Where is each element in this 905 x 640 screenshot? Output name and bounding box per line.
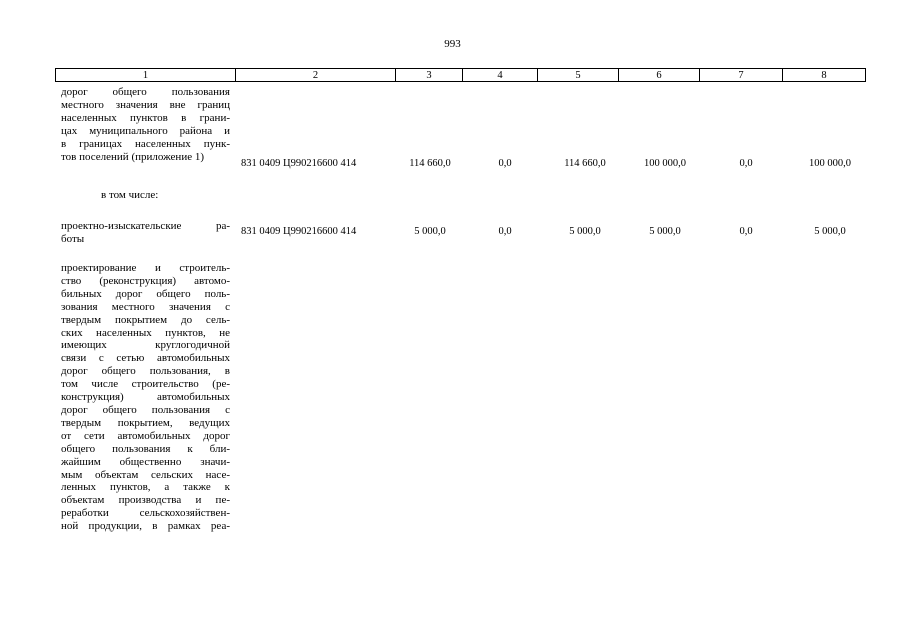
- text-line: дорог общего пользования, в: [61, 365, 230, 378]
- row-1-col-8: 100 000,0: [809, 158, 851, 169]
- text-line: бильных дорог общего поль-: [61, 287, 230, 300]
- row-3-col-7: 0,0: [739, 226, 753, 237]
- column-header-7: 7: [699, 68, 783, 82]
- text-line: жайшим общественно значи-: [61, 455, 230, 468]
- text-line: в границах населенных пунк-: [61, 137, 230, 150]
- row-3-col-3: 5 000,0: [414, 226, 446, 237]
- text-line: том числе строительство (ре-: [61, 378, 230, 391]
- column-header-6: 6: [618, 68, 700, 82]
- row-4-description: [61, 262, 230, 533]
- subsection-label: в том числе:: [101, 189, 159, 201]
- table-header-row: [55, 68, 866, 82]
- column-header-8: 8: [782, 68, 866, 82]
- column-header-4: 4: [462, 68, 538, 82]
- text-line: боты: [61, 232, 85, 245]
- text-line: твердым покрытием до сель-: [61, 313, 230, 326]
- text-line: ной продукции, в рамках реа-: [61, 520, 230, 533]
- row-3-col-5: 5 000,0: [569, 226, 601, 237]
- text-line: твердым покрытием, ведущих: [61, 416, 230, 429]
- text-line: связи с сетью автомобильных: [61, 352, 230, 365]
- text-line: местного значения вне границ: [61, 98, 230, 111]
- row-1-col-3: 114 660,0: [409, 158, 451, 169]
- text-line: общего пользования к бли-: [61, 442, 230, 455]
- text-line: зования местного значения с: [61, 300, 230, 313]
- text-line: конструкция) автомобильных: [61, 391, 230, 404]
- text-line: ленных пунктов, а также к: [61, 481, 230, 494]
- text-line: населенных пунктов в грани-: [61, 111, 230, 124]
- row-3-description: [61, 220, 230, 246]
- column-header-3: 3: [395, 68, 463, 82]
- column-header-2: 2: [235, 68, 396, 82]
- text-line: имеющих круглогодичной: [61, 339, 230, 352]
- text-line: цах муниципального района и: [61, 124, 230, 137]
- row-3-code: 831 0409 Ц990216600 414: [241, 226, 357, 237]
- text-line: ских населенных пунктов, не: [61, 326, 230, 339]
- column-header-1: 1: [55, 68, 236, 82]
- row-3-col-8: 5 000,0: [814, 226, 846, 237]
- text-line: тов поселений (приложение 1): [61, 150, 205, 163]
- text-line: реработки сельскохозяйствен-: [61, 507, 230, 520]
- row-1-description: [61, 86, 230, 163]
- text-line: дорог общего пользования с: [61, 403, 230, 416]
- row-3-col-6: 5 000,0: [649, 226, 681, 237]
- text-line: ство (реконструкция) автомо-: [61, 274, 230, 287]
- row-1-col-5: 114 660,0: [564, 158, 606, 169]
- text-line: проектно-изыскательские ра-: [61, 220, 230, 232]
- row-1-col-7: 0,0: [739, 158, 753, 169]
- text-line: дорог общего пользования: [61, 86, 230, 98]
- text-line: объектам производства и пе-: [61, 494, 230, 507]
- row-1-col-4: 0,0: [498, 158, 512, 169]
- column-header-5: 5: [537, 68, 619, 82]
- text-line: проектирование и строитель-: [61, 262, 230, 274]
- text-line: от сети автомобильных дорог: [61, 429, 230, 442]
- page-number: 993: [444, 38, 461, 50]
- row-3-col-4: 0,0: [498, 226, 512, 237]
- row-1-col-6: 100 000,0: [644, 158, 686, 169]
- text-line: мым объектам сельских насе-: [61, 468, 230, 481]
- row-1-code: 831 0409 Ц990216600 414: [241, 158, 357, 169]
